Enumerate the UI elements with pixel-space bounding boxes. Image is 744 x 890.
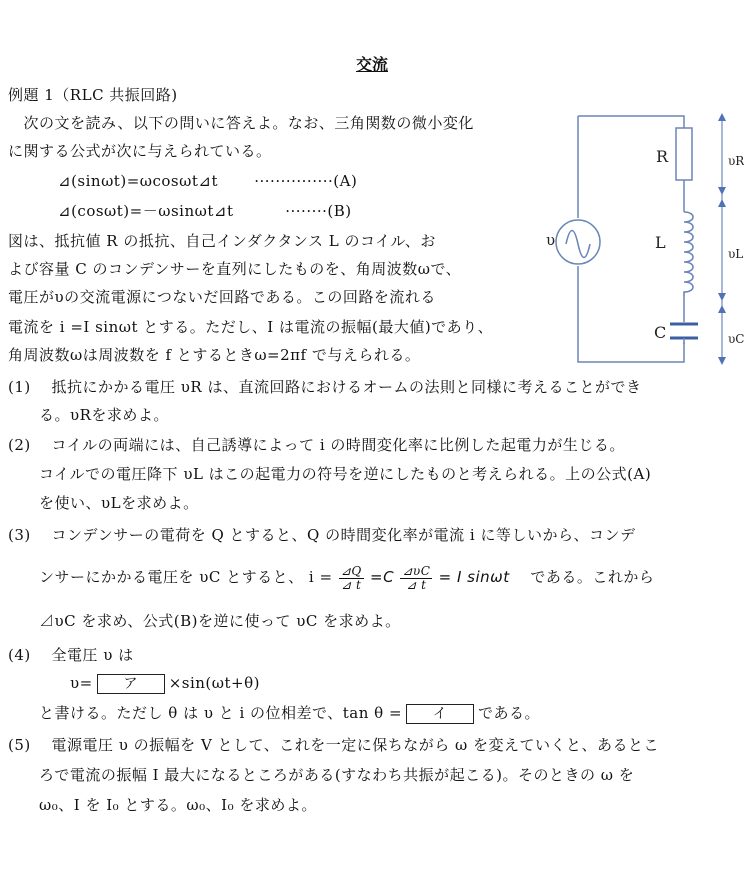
question-2-line-1: (2) コイルの両端には、自己誘導によって i の時間変化率に比例した起電力が生じる。: [8, 436, 625, 454]
capacitor-label: C: [654, 323, 667, 342]
problem-heading: 例題 1（RLC 共振回路): [8, 86, 178, 104]
inductor-coil: [684, 212, 693, 296]
eq3-post: = I sinωt: [438, 568, 510, 586]
resistor-symbol: [676, 128, 692, 180]
desc-line-4: 電流を i =I sinωt とする。ただし、I は電流の振幅(最大値)であり、: [8, 318, 494, 336]
question-2-line-2: コイルでの電圧降下 υL はこの起電力の符号を逆にしたものと考えられる。上の公式(A): [8, 465, 652, 483]
question-1-line-1: (1) 抵抗にかかる電圧 υR は、直流回路におけるオームの法則と同様に考えることができ: [8, 378, 642, 396]
question-4-equation: υ= ア ×sin(ωt+θ): [70, 674, 260, 692]
question-5-line-1: (5) 電源電圧 υ の振幅を V として、これを一定に保ちながら ω を変えていくと、あるとこ: [8, 736, 660, 754]
question-5-line-3: ω₀、I を I₀ とする。ω₀、I₀ を求めよ。: [8, 796, 317, 814]
question-1-line-2: る。υRを求めよ。: [8, 406, 169, 424]
page-title: 交流: [355, 55, 388, 74]
vr-label: υR: [728, 154, 744, 168]
vl-label: υL: [728, 247, 744, 261]
answer-box-a[interactable]: ア: [97, 674, 165, 694]
eq3-tail: である。これから: [514, 568, 655, 586]
intro-line-1: 次の文を読み、以下の問いに答えよ。なお、三角関数の微小変化: [8, 114, 474, 132]
question-4-line-1: (4) 全電圧 υ は: [8, 646, 134, 664]
question-2-line-3: を使い、υLを求めよ。: [8, 494, 199, 512]
desc-line-3: 電圧がυの交流電源につないだ回路である。この回路を流れる: [8, 288, 436, 306]
desc-line-1: 図は、抵抗値 R の抵抗、自己インダクタンス L のコイル、お: [8, 232, 436, 250]
question-5-line-2: ろで電流の振幅 I 最大になるところがある(すなわち共振が起こる)。そのときの ω を: [8, 766, 635, 784]
desc-line-2: よび容量 C のコンデンサーを直列にしたものを、角周波数ωで、: [8, 260, 462, 278]
vc-label: υC: [728, 332, 744, 346]
answer-box-i[interactable]: イ: [406, 704, 474, 724]
source-label: υ: [546, 231, 556, 249]
formula-a: ⊿(sinωt)=ωcosωt⊿t ···············(A): [58, 172, 358, 190]
inductor-label: L: [655, 233, 666, 252]
fraction-dq-dt: $\frac{⊿Q}{⊿ t}$: [340, 563, 362, 592]
circuit-wire-top: [578, 116, 684, 128]
eq3-mid: =C: [370, 568, 395, 586]
desc-line-5: 角周波数ωは周波数を f とするときω=2πf で与えられる。: [8, 346, 421, 364]
eq3-pre: ンサーにかかる電圧を υC とすると、 i =: [8, 568, 333, 586]
capacitor-symbol: [670, 324, 698, 344]
circuit-wire-left-lower: [578, 266, 684, 362]
ac-source-symbol: [556, 220, 600, 264]
voltage-arrows: [718, 113, 726, 365]
formula-b: ⊿(cosωt)=－ωsinωt⊿t ········(B): [58, 202, 352, 220]
fraction-dvc-dt: $\frac{⊿\upsilon C}{⊿ t}$: [402, 563, 431, 592]
intro-line-2: に関する公式が次に与えられている。: [8, 142, 272, 160]
resistor-label: R: [656, 147, 669, 166]
question-3-line-1: (3) コンデンサーの電荷を Q とすると、Q の時間変化率が電流 i に等しいから、コンデ: [8, 526, 636, 544]
question-4-line-3: と書ける。ただし θ は υ と i の位相差で、tan θ = イ である。: [8, 704, 541, 722]
question-3-line-3: ⊿υC を求め、公式(B)を逆に使って υC を求めよ。: [8, 612, 401, 630]
